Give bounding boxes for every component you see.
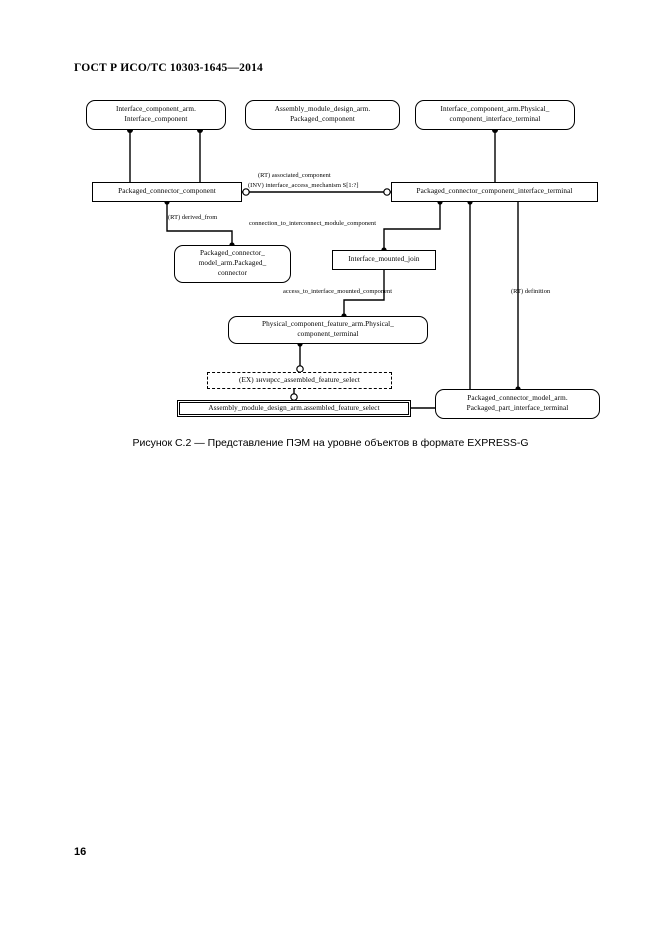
- node-line-2: Packaged_component: [290, 115, 355, 123]
- node-line-1: Interface_component_arm.Physical_: [440, 105, 550, 114]
- node-line-1: Packaged_connector_model_arm.: [467, 394, 568, 403]
- node-packaged-connector-model-arm-packaged-part: [435, 389, 600, 419]
- node-interface-component-arm-physical-terminal: [415, 100, 575, 130]
- figure-caption: Рисунок С.2 — Представление ПЭМ на уровне объектов в формате EXPRESS-G: [132, 437, 529, 449]
- node-line-1: Packaged_connector_component: [118, 187, 216, 196]
- node-line-2: component_terminal: [297, 330, 359, 338]
- edge-label-interface-access-mechanism: (INV) interface_access_mechanism S[1:?]: [248, 182, 359, 189]
- node-line-2: model_arm.Packaged_: [198, 259, 267, 268]
- node-assembly-module-design-arm: [245, 100, 400, 130]
- node-packaged-connector-component-interface-terminal: [391, 182, 598, 202]
- node-line-1: (EX) знvиpcc_assembled_feature_select: [239, 375, 360, 384]
- node-packaged-connector-component: [92, 182, 242, 202]
- node-line-3: connector: [217, 268, 248, 277]
- node-line-1: Interface_mounted_join: [348, 255, 420, 264]
- node-assembly-module-design-arm-assembled-feature-select: [177, 400, 411, 417]
- edge-label-connection-to-interconnect-module-component: connection_to_interconnect_module_component: [249, 220, 377, 227]
- edge-label-definition: (RT) definition: [511, 288, 551, 295]
- node-line-1: Assembly_module_design_arm.assembled_feature_select: [208, 403, 380, 412]
- node-interface-mounted-join: [332, 250, 436, 270]
- page-number: 16: [74, 846, 87, 858]
- node-interface-component-arm: [86, 100, 226, 130]
- node-line-1: Physical_component_feature_arm.Physical_: [262, 320, 394, 329]
- node-line-1: Interface_component_arm.: [115, 105, 197, 114]
- node-line-1: Packaged_connector_: [200, 249, 265, 258]
- node-packaged-connector-model-arm: [174, 245, 291, 283]
- node-line-1: Assembly_module_design_arm.: [274, 105, 371, 114]
- edge-label-associated-component: (RT) associated_component: [258, 172, 331, 179]
- node-physical-component-feature-arm: [228, 316, 428, 344]
- edge-label-derived-from: (RT) derived_from: [168, 214, 218, 221]
- node-line-2: component_interface_terminal: [449, 115, 541, 123]
- edge-label-access-to-interface-mounted-component: access_to_interface_mounted_component: [283, 288, 393, 295]
- node-line-1: Packaged_connector_component_interface_terminal: [416, 187, 573, 196]
- document-header: ГОСТ Р ИСО/ТС 10303-1645—2014: [74, 62, 263, 74]
- node-line-2: Packaged_part_interface_terminal: [466, 404, 569, 412]
- node-assembled-feature-select-ex: [207, 372, 392, 389]
- node-line-2: Interface_component: [124, 115, 188, 123]
